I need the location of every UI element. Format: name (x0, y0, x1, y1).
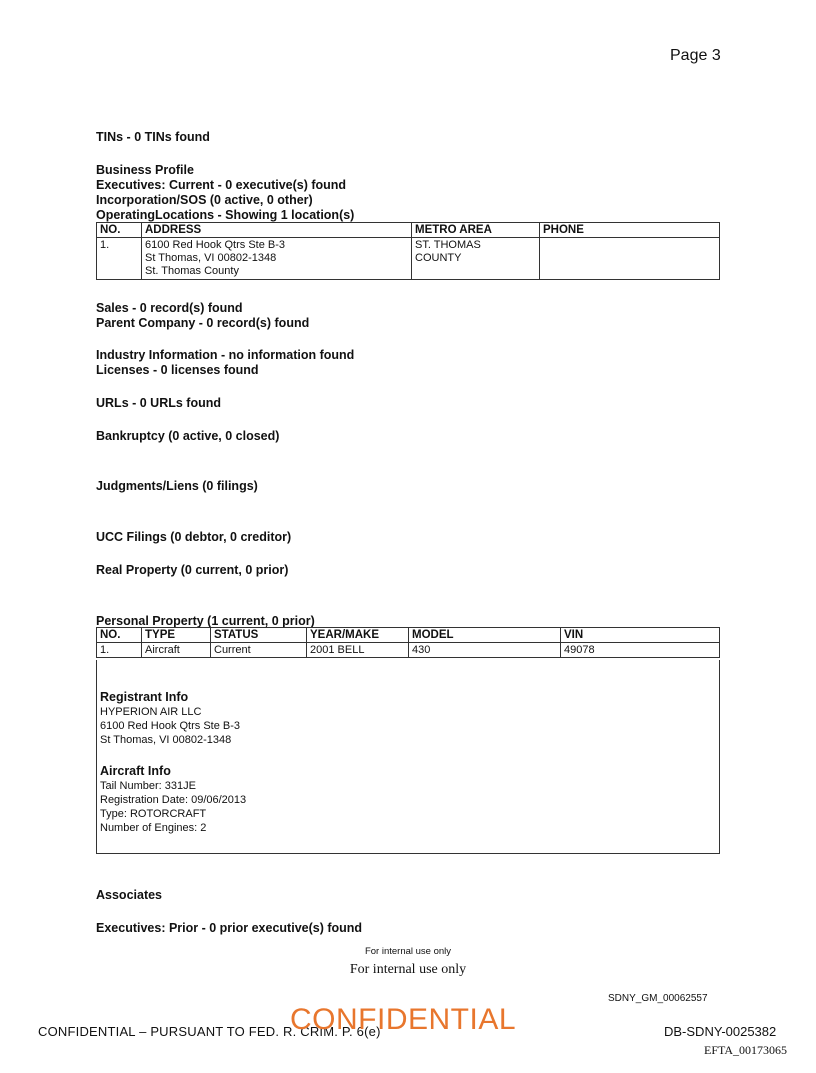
location-no: 1. (97, 238, 142, 280)
licenses-heading: Licenses - 0 licenses found (96, 363, 259, 377)
aircraft-line: Tail Number: 331JE (100, 780, 196, 792)
associates-heading: Associates (96, 888, 163, 902)
real-property-heading: Real Property (0 current, 0 prior) (96, 563, 289, 577)
confidential-stamp: CONFIDENTIAL (290, 1003, 517, 1036)
industry-heading: Industry Information - no information found (96, 348, 355, 362)
col-header-phone: PHONE (540, 223, 720, 238)
registrant-line: 6100 Red Hook Qtrs Ste B-3 (100, 720, 241, 732)
ucc-heading: UCC Filings (0 debtor, 0 creditor) (96, 530, 292, 544)
property-year-make: 2001 BELL (307, 643, 409, 658)
confidential-notice: CONFIDENTIAL – PURSUANT TO FED. R. CRIM. P. 6(e) (38, 1024, 381, 1039)
location-metro (412, 238, 540, 280)
locations-table (96, 222, 720, 280)
property-type: Aircraft (142, 643, 211, 658)
location-address (142, 238, 412, 280)
metro-line: COUNTY (415, 252, 462, 264)
aircraft-line: Type: ROTORCRAFT (100, 808, 207, 820)
personal-property-table (96, 627, 720, 658)
internal-use-serif: For internal use only (349, 962, 467, 977)
db-sdny-number: DB-SDNY-0025382 (664, 1024, 777, 1039)
operating-locations-heading: OperatingLocations - Showing 1 location(s) (96, 208, 355, 222)
bankruptcy-heading: Bankruptcy (0 active, 0 closed) (96, 429, 280, 443)
executives-prior-heading: Executives: Prior - 0 prior executive(s) found (96, 921, 363, 935)
location-phone (540, 238, 720, 280)
registrant-line: St Thomas, VI 00802-1348 (100, 734, 232, 746)
property-model: 430 (409, 643, 561, 658)
col-header-year-make: YEAR/MAKE (307, 628, 409, 643)
business-profile-heading: Business Profile (96, 163, 194, 177)
executives-current-heading: Executives: Current - 0 executive(s) found (96, 178, 347, 192)
property-vin: 49078 (561, 643, 720, 658)
tins-heading: TINs - 0 TINs found (96, 130, 210, 144)
judgments-heading: Judgments/Liens (0 filings) (96, 479, 258, 493)
property-status: Current (211, 643, 307, 658)
address-line: 6100 Red Hook Qtrs Ste B-3 (145, 239, 286, 251)
col-header-metro-area: METRO AREA (412, 223, 540, 238)
incorporation-heading: Incorporation/SOS (0 active, 0 other) (96, 193, 313, 207)
personal-property-heading: Personal Property (1 current, 0 prior) (96, 614, 315, 628)
registrant-line: HYPERION AIR LLC (100, 706, 202, 718)
efta-number: EFTA_00173065 (704, 1043, 788, 1057)
col-header-type: TYPE (142, 628, 211, 643)
address-line: St Thomas, VI 00802-1348 (145, 252, 277, 264)
locations-header-row (97, 223, 720, 238)
col-header-model: MODEL (409, 628, 561, 643)
property-no: 1. (97, 643, 142, 658)
aircraft-info-heading: Aircraft Info (100, 764, 171, 778)
col-header-vin: VIN (561, 628, 720, 643)
bates-number: SDNY_GM_00062557 (608, 993, 708, 1004)
registrant-info-heading: Registrant Info (100, 690, 189, 704)
table-row (97, 238, 720, 280)
internal-use-small: For internal use only (364, 946, 452, 957)
metro-line: ST. THOMAS (415, 239, 481, 251)
col-header-address: ADDRESS (142, 223, 412, 238)
aircraft-line: Number of Engines: 2 (100, 822, 207, 834)
aircraft-line: Registration Date: 09/06/2013 (100, 794, 247, 806)
address-line: St. Thomas County (145, 265, 239, 277)
table-row (97, 643, 720, 658)
property-header-row (97, 628, 720, 643)
col-header-no: NO. (97, 223, 142, 238)
col-header-no: NO. (97, 628, 142, 643)
urls-heading: URLs - 0 URLs found (96, 396, 221, 410)
registrant-aircraft-box (96, 660, 720, 854)
parent-company-heading: Parent Company - 0 record(s) found (96, 316, 310, 330)
page-number: Page 3 (670, 47, 721, 64)
col-header-status: STATUS (211, 628, 307, 643)
sales-heading: Sales - 0 record(s) found (96, 301, 243, 315)
